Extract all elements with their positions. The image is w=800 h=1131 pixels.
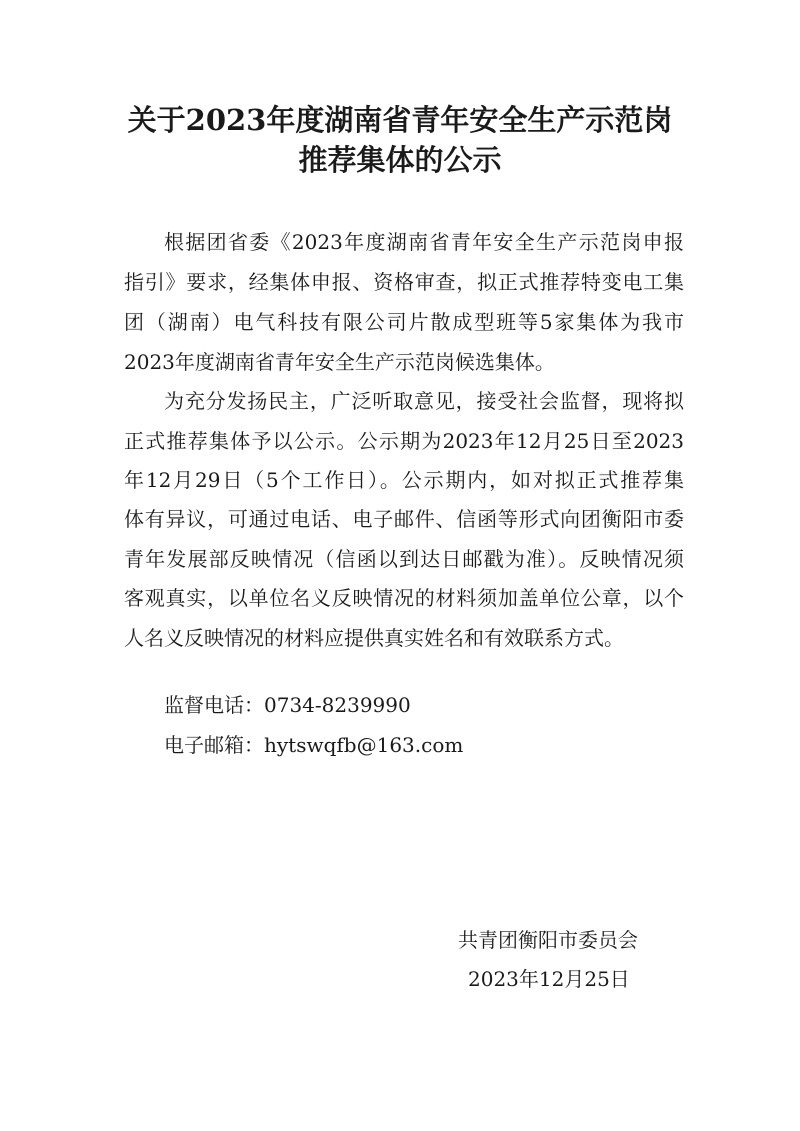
supervision-phone: 监督电话：0734-8239990 [164,693,411,717]
document-title-line-1: 关于2023年度湖南省青年安全生产示范岗 [127,103,673,137]
paragraph-1-line-4: 2023年度湖南省青年安全生产示范岗候选集体。 [124,350,555,374]
paragraph-2-line-4: 体有异议，可通过电话、电子邮件、信函等形式向团衡阳市委 [124,507,684,531]
paragraph-2-line-2: 正式推荐集体予以公示。公示期为2023年12月25日至2023 [124,429,684,453]
supervision-email: 电子邮箱：hytswqfb@163.com [164,733,464,757]
document-title-line-2: 推荐集体的公示 [298,143,502,177]
paragraph-1-line-2: 指引》要求，经集体申报、资格审查，拟正式推荐特变电工集 [124,270,684,294]
signature-date: 2023年12月25日 [468,967,630,991]
paragraph-2-line-5: 青年发展部反映情况（信函以到达日邮戳为准）。反映情况须 [124,547,684,571]
paragraph-1-line-1: 根据团省委《2023年度湖南省青年安全生产示范岗申报 [164,230,684,254]
paragraph-1-line-3: 团（湖南）电气科技有限公司片散成型班等5家集体为我市 [124,310,684,334]
paragraph-2-line-1: 为充分发扬民主，广泛听取意见，接受社会监督，现将拟 [164,389,684,413]
paragraph-2-line-7: 人名义反映情况的材料应提供真实姓名和有效联系方式。 [124,626,624,650]
paragraph-2-line-6: 客观真实，以单位名义反映情况的材料须加盖单位公章，以个 [124,586,684,610]
signature-organization: 共青团衡阳市委员会 [458,928,638,952]
paragraph-2-line-3: 年12月29日（5个工作日）。公示期内，如对拟正式推荐集 [124,468,684,492]
